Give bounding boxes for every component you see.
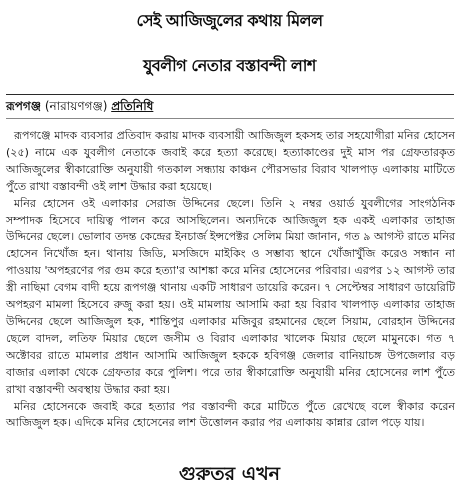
headline-line-2: যুবলীগ নেতার বস্তাবন্দী লাশ [143,56,316,75]
headline-divider [6,94,454,95]
next-article-title-partial: গুরুতর এখন [178,463,281,480]
article-paragraph-1: রূপগঞ্জে মাদক ব্যবসার প্রতিবাদ করায় মাদক ব্যবসায়ী আজিজুল হকসহ তার সহযোগীরা মনির হোসেন (২৫) নামে এক যুবলীগ নেতাকে জবাই করে হত্যা করেছে। হত্যাকাণ্ডের দুই মাস পর গ্রেফতারকৃত আজিজুলের স্বীকারোক্তি অনুযায়ী গতকাল সন্ধ্যায় কাঞ্চন পৌরসভার বিরাব খালপাড় এলাকায় মাটিতে পুঁতে রাখা বস্তাবন্দী ওই লাশ উদ্ধার করা হয়েছে। [6,129,455,193]
byline [6,96,153,116]
byline-reporter: প্রতিনিধি [111,99,154,113]
article-paragraph-2: মনির হোসেন ওই এলাকার সেরাজ উদ্দিনের ছেলে। তিনি ২ নম্বর ওয়ার্ড যুবলীগের সাংগঠনিক সম্পাদক হিসেবে দায়িত্ব পালন করে আসছিলেন। অন্যদিকে আজিজুল হক একই এলাকার তাহাজ উদ্দিনের ছেলে। ভোলাব তদন্ত কেন্দ্রের ইনচার্জ ইন্সপেক্টর সেলিম মিয়া জানান, গত ৯ আগস্ট রাতে মনির হোসেন নিখোঁজ হন। থানায় জিডি, মসজিদে মাইকিং ও সম্ভাব্য স্থানে খোঁজাখুঁজি করেও সন্ধান না পাওয়ায় 'অপহরণের পর গুম করে হত্যা'র আশঙ্কা করে মনির হোসেনের পরিবার। এরপর ১২ আগস্ট তার স্ত্রী নাছিমা বেগম বাদী হয়ে রূপগঞ্জ থানায় একটি সাধারণ ডায়েরি করেন। ৭ সেপ্টেম্বর সাধারণ ডায়েরিটি অপহরণ মামলা হিসেবে রুজু করা হয়। ওই মামলায় আসামি করা হয় বিরাব খালপাড় এলাকার তাহাজ উদ্দিনের ছেলে আজিজুল হক, শান্তিপুর এলাকার মজিবুর রহমানের ছেলে সিয়াম, বোরহান উদ্দিনের ছেলে বাদল, লতিফ মিয়ার ছেলে জসীম ও বিরাব এলাকার খালেক মিয়ার ছেলে মামুনকে। গত ৭ অক্টোবর রাতে মামলার প্রধান আসামি আজিজুল হককে হবিগঞ্জ জেলার বানিয়াচঙ্গ উপজেলার বড় বাজার এলাকা থেকে গ্রেফতার করে পুলিশ। পরে তার স্বীকারোক্তি অনুযায়ী মনির হোসেনের লাশ পুঁতে রাখা বস্তাবন্দী অবস্থায় উদ্ধার করা হয়। [6,196,455,396]
byline-district: (নারায়ণগঞ্জ) [44,99,108,113]
byline-divider [6,118,454,119]
headline-line-1: সেই আজিজুলের কথায় মিলল [136,11,323,30]
article-body [6,128,455,432]
article-paragraph-3: মনির হোসেনকে জবাই করে হত্যার পর বস্তাবন্দী করে মাটিতে পুঁতে রেখেছে বলে স্বীকার করেন আজিজুল হক। এদিকে মনির হোসেনের লাশ উত্তোলন করার পর এলাকায় কান্নার রোল পড়ে যায়। [6,399,455,430]
byline-place: রূপগঞ্জ [6,99,42,113]
